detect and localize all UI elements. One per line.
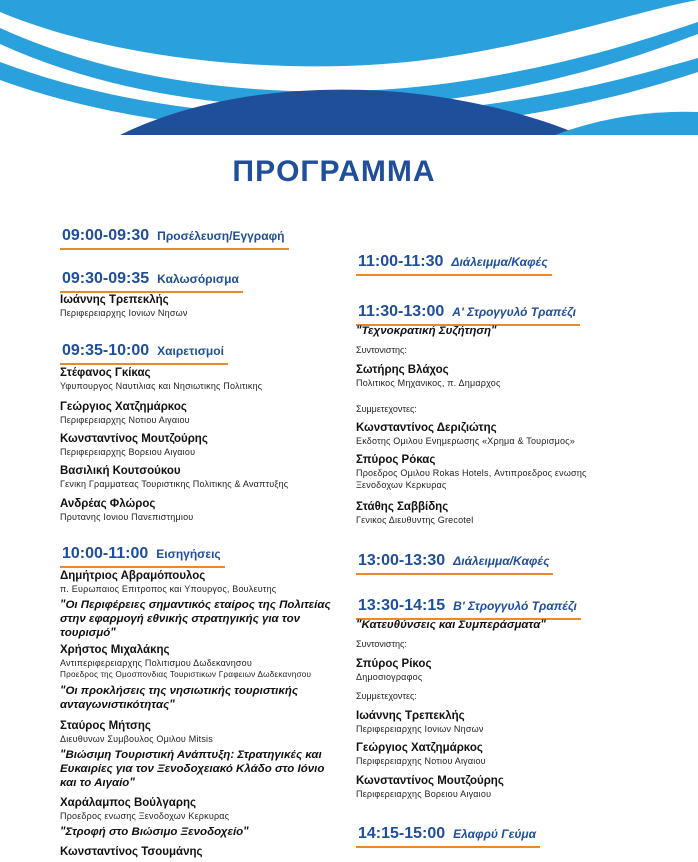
- speaker-name: Σπύρος Ρόκας: [356, 454, 436, 466]
- speaker-role: Δημοσιογραφος: [356, 672, 423, 682]
- speaker-role: Περιφερειαρχης Ιονιων Νησων: [60, 308, 188, 318]
- speaker-role: Αντιπεριφερειαρχης Πολιτισμου Δωδεκανησου: [60, 658, 253, 668]
- session-registration: [60, 226, 289, 250]
- speaker-name: Γεώργιος Χατζημάρκος: [356, 742, 483, 754]
- talk-title: "Οι Περιφέρειες σημαντικός εταίρος της Πολιτείας στην εφαρμογή εθνικής στρατηγικής για τον τουρισμό": [60, 599, 331, 639]
- speaker-role: Προεδρος της Ομοσπονδιας Τουριστικων Γραφειων Δωδεκανησου: [60, 670, 312, 679]
- session-time: 13:00-13:30: [358, 552, 446, 569]
- speaker-entry: [356, 453, 676, 491]
- speaker-role: Εκδοτης Ομιλου Ενημερωσης «Χρημα & Τουρισμος»: [356, 436, 575, 446]
- session-lunch: [356, 824, 540, 848]
- session-label: Διάλειμμα/Καφές: [451, 255, 548, 269]
- session-label: Χαιρετισμοί: [157, 344, 224, 358]
- session-greetings: [60, 341, 228, 365]
- speaker-role: Προεδρος ενωσης Ξενοδοχων Κερκυρας: [60, 811, 230, 821]
- speaker-entry: [60, 845, 340, 859]
- speaker-name: Στάθης Σαββίδης: [356, 501, 449, 513]
- moderator-entry: [356, 363, 676, 389]
- session-roundtable-a: [356, 302, 580, 326]
- speaker-entry: [60, 643, 340, 712]
- session-label: Ελαφρύ Γεύμα: [453, 827, 537, 841]
- page-title: ΠΡΟΓΡΑΜΜΑ: [232, 155, 436, 188]
- speaker-entry: [60, 569, 340, 640]
- speaker-name: Κωνσταντίνος Μουτζούρης: [60, 433, 208, 445]
- talk-title: "Στροφή στο Βιώσιμο Ξενοδοχείο": [60, 826, 249, 838]
- speaker-name: Σταύρος Μήτσης: [60, 720, 151, 732]
- session-time: 09:35-10:00: [62, 342, 150, 359]
- speaker-entry: [356, 500, 676, 526]
- speaker-name: Βασιλική Κουτσούκου: [60, 465, 181, 477]
- speaker-name: Κωνσταντίνος Τσουμάνης: [60, 846, 203, 858]
- speaker-name: Γεώργιος Χατζημάρκος: [60, 401, 187, 413]
- speaker-name: Χαράλαμπος Βούλγαρης: [60, 797, 196, 809]
- session-time: 11:30-13:00: [358, 303, 445, 320]
- session-coffee-break: [356, 551, 553, 575]
- session-coffee-break: [356, 252, 552, 276]
- wave-banner: [0, 0, 698, 135]
- speaker-entry: [60, 432, 340, 458]
- speaker-entry: [356, 709, 676, 735]
- speaker-entry: [60, 719, 340, 790]
- talk-title: "Βιώσιμη Τουριστική Ανάπτυξη: Στρατηγικές και Ευκαιρίες για τον Ξενοδοχειακό Κλάδο στο Ιόνιο και το Αιγαίο": [60, 749, 325, 789]
- speaker-name: Ιωάννης Τρεπεκλής: [60, 294, 169, 306]
- moderator-heading: Συντονιστης:: [356, 345, 407, 355]
- session-label: Προσέλευση/Εγγραφή: [157, 229, 285, 243]
- session-time: 09:00-09:30: [62, 227, 150, 244]
- speaker-role: Πολιτικος Μηχανικος, π. Δημαρχος: [356, 378, 501, 388]
- session-label: Β' Στρογγυλό Τραπέζι: [453, 599, 577, 613]
- speaker-entry: [356, 421, 676, 447]
- participants-heading: Συμμετεχοντες:: [356, 691, 417, 701]
- moderator-entry: [356, 657, 676, 683]
- speaker-role: Γενικη Γραμματεας Τουριστικης Πολιτικης & Αναπτυξης: [60, 479, 289, 489]
- speaker-name: Ιωάννης Τρεπεκλής: [356, 710, 465, 722]
- speaker-role: Πρυτανης Ιονιου Πανεπιστημιου: [60, 512, 194, 522]
- speaker-role: Περιφερειαρχης Βορειου Αιγαιου: [356, 789, 492, 799]
- speaker-entry: [60, 400, 340, 426]
- session-label: Α' Στρογγυλό Τραπέζι: [452, 305, 576, 319]
- talk-title: "Οι προκλήσεις της νησιωτικής τουριστικής ανταγωνιστικότητας": [60, 685, 299, 711]
- session-subtitle: "Τεχνοκρατική Συζήτηση": [356, 325, 497, 337]
- speaker-role: π. Ευρωπαιος Επιτροπος και Υπουργος, Βουλευτης: [60, 584, 277, 594]
- speaker-role: Ξενοδοχων Κερκυρας: [356, 480, 447, 490]
- speaker-name: Χρήστος Μιχαλάκης: [60, 644, 170, 656]
- speaker-entry: [60, 464, 340, 490]
- speaker-name: Κωνσταντίνος Μουτζούρης: [356, 775, 504, 787]
- session-time: 13:30-14:15: [358, 597, 446, 614]
- participants-heading: Συμμετεχοντες:: [356, 404, 417, 414]
- speaker-role: Υφυπουργος Ναυτιλιας και Νησιωτικης Πολιτικης: [60, 381, 263, 391]
- session-welcome: [60, 269, 243, 293]
- moderator-heading: Συντονιστης:: [356, 639, 407, 649]
- session-label: Καλωσόρισμα: [157, 272, 239, 286]
- speaker-role: Περιφερειαρχης Ιονιων Νησων: [356, 724, 484, 734]
- session-time: 09:30-09:35: [62, 270, 150, 287]
- session-time: 10:00-11:00: [62, 545, 149, 562]
- speaker-role: Περιφερειαρχης Βορειου Αιγαιου: [60, 447, 196, 457]
- speaker-name: Στέφανος Γκίκας: [60, 367, 151, 379]
- session-presentations: [60, 544, 225, 568]
- speaker-entry: [60, 497, 340, 523]
- speaker-name: Σωτήρης Βλάχος: [356, 364, 449, 376]
- speaker-name: Δημήτριος Αβραμόπουλος: [60, 570, 206, 582]
- session-label: Εισηγήσεις: [156, 547, 221, 561]
- session-label: Διάλειμμα/Καφές: [453, 554, 550, 568]
- speaker-entry: [356, 774, 676, 800]
- session-time: 11:00-11:30: [358, 253, 444, 270]
- speaker-name: Κωνσταντίνος Δεριζιώτης: [356, 422, 497, 434]
- session-subtitle: "Κατευθύνσεις και Συμπεράσματα": [356, 619, 546, 631]
- speaker-entry: [60, 796, 340, 839]
- speaker-entry: [356, 741, 676, 767]
- session-time: 14:15-15:00: [358, 825, 446, 842]
- speaker-entry: [60, 366, 340, 392]
- speaker-name: Ανδρέας Φλώρος: [60, 498, 156, 510]
- session-roundtable-b: [356, 596, 581, 620]
- speaker-entry: [60, 293, 340, 319]
- speaker-role: Γενικος Διευθυντης Grecotel: [356, 515, 474, 525]
- speaker-role: Διευθυνων Συμβουλος Ομιλου Mitsis: [60, 734, 213, 744]
- speaker-role: Περιφερειαρχης Νοτιου Αιγαιου: [356, 756, 486, 766]
- speaker-role: Προεδρος Ομιλου Rokas Hotels, Αντιπροεδρος ενωσης: [356, 468, 587, 478]
- speaker-role: Περιφερειαρχης Νοτιου Αιγαιου: [60, 415, 190, 425]
- speaker-name: Σπύρος Ρίκος: [356, 658, 432, 670]
